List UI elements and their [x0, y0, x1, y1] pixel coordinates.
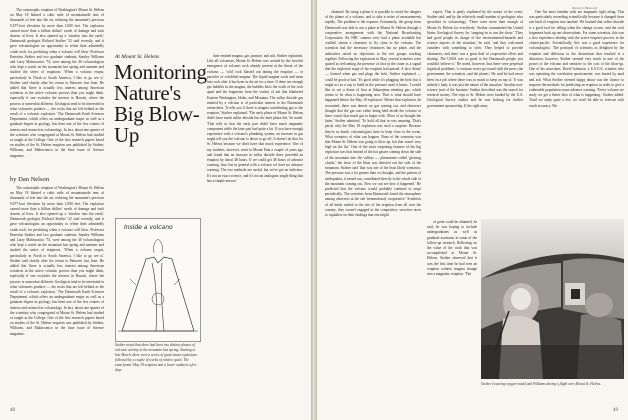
left-page: [0, 0, 311, 420]
right-column-3: [529, 10, 624, 214]
right-page: [317, 0, 628, 420]
right-column-1: [325, 10, 421, 402]
body-text: The catastrophic eruption of Washington's Mount St. Helens on May 18 blasted a cubic mile of mountainside tens of thousands of feet into the air, reducing the mountain's previous 9,677-foot elevation by more than 1,000 feet. The explosion caused more than a billion dollars' worth of damage and took dozens of lives. It also opened up a 'window into the earth,' Dartmouth geologist Richard Stoiber '32 said recently, and it gave volcanologists an opportunity to refine their admittedly crude tools for predicting when a volcano will blow. Professor Emeritus Stoiber and two graduate students, Stanley Williams and Larry Malinconico '74, were among the 40 volcanologists who kept a watch on the mountain last spring and summer and studied the series of eruptions. 'When a volcano erupts, particularly in North or South America, I like to go see it,' Stoiber said shortly after his return to Hanover last June. He added that 'there is actually less interest among American scientists in the active volcanic process than you might think, especially if one excludes the interest in Hawaii, where the process is somewhat different. Geologists tend to be interested in what volcanoes produce — the rocks that are left behind as the result of a volcanic explosion.' The Dartmouth Earth Sciences Department, which offers an undergraduate major as well as a graduate degree in geology, has been one of the few centers of interest and research in volcanology. In fact, about one quarter of the scientists who congregated at Mount St. Helens had studied or taught at the College. One of the first research papers based on studies of the St. Helens eruption was published by Stoiber, Williams, and Malinconico in the June issue of Science magazine.: [10, 186, 104, 336]
body-text: obtained. By using a plane it is possible to avoid the dangers of the plume of a volcano, and to take a series of measurements rapidly. The problem is the expense. Fortunately, the group from Dartmouth was able to use a plane at Mount St. Helens through a cooperative arrangement with the National Broadcasting Corporation. An NBC camera crew had a plane available but couldn't obtain a clearance to fly close to the volcano. The scientists had the necessary clearances but no plane, and the authorities raised no objections to the two groups working together. Following the explosions in May, several scientists were quoted as welcoming the presence of lava in the crater as a signal that the explosive stage of the eruption had passed. A lava 'dome' — formed when gas and plugs the hole, Stoiber explained — could be good or bad. 'It's good while it's plugging the hole, but it might act as a cap to build in the pressure until it bursts. I would like to see a dome of lava at Sakurajima emitting gas, which seems to be what is happening now. That is what should have happened before the May 18 explosion.' Before that explosion, he recounted, there was almost no gas coming out, and observers thought that the gas was either being held inside the volcano or there wasn't that much gas to begin with. 'Most of us thought the latter,' Stoiber admitted. 'To hold all that in was amazing. That's partly why the May 18 explosion was such a surprise. Because they're so dumb, volcanologists have to keep close to the scene. What scenarios of what can happen. None of the scenarios was that Mount St. Helens was going to blow up, but that wasn't very high on the list.' One of the most surprising features of the big explosion was that instead of the hot gasses coming down the side of the mountain into the valleys — phenomena called 'glowing clouds,' the force of the blast was directed out the side of the mountain. Stoiber said 'that was one of the least likely scenarios. The pressure was a lot greater than we thought, and the pattern of earthquakes, it turned out, contributed directly to the whole side of the mountain coming out. Now we can see how it happened.' He predicted that the volcano would probably continue to erupt periodically. The scientists from Dartmouth found the atmosphere among observers at the site 'tremendously cooperative.' Scientists of all kinds rushed to the site of the eruption from all over the country, they weren't engaged in the competitive, secretive races to capitalize on their findings that one might: [325, 10, 421, 217]
cockpit-photo-image: [481, 219, 624, 379]
page-number-left: 48: [10, 408, 15, 413]
kicker: At Mount St. Helens: [115, 54, 160, 60]
body-text: One I'm most familiar with are magmatic tight along. This was particularly rewarding scientifically because it changed from one kind of eruption into another. We learned that sulfur dioxide is a good tool for telling when the change occurs, and the rock fragments back up our observations. For some scientists, this was a first experience dealing with the active eruptive process in the citizen-pacific. Scientifically, this was a good experience for volcanologists.' The portrayal of scientists as delighted by the eruption and oblivious to the destruction that resulted is a distortion, however. Stoiber seemed very much in awe of the power of the volcano and sensitive to the cost of the blow-up. One of his associates, David Johnston, a U.S.G.S. scientist who was operating the correlation spectrometer, was buried by mud and ash. What Stoiber seemed happy about was the chance to improve the methods for predicting an eruption in order to give a vulnerable population some advance warning. 'Every volcano we study we get a better idea of what is happening,' Stoiber added. 'Until we study quite a few, we won't be able to forecast with much accuracy. We: [529, 10, 624, 108]
body-text: later emitted magma, gas, pumice, and ash, Stoiber explained. Like all volcanoes, Mount St. Helens was created by the forceful emergence of volcanic rock already present at the throat of the volcano — 'cold' rock blasted out during the eruption — or particles of solidified magma. The liquid magma cools and turns into rock after it has been in the air for a time. If there are enough gas bubbles in the magma, the bubbles blow the walls of the rock apart and the fragments form the variety of ash that blanketed Eastern Washington, Idaho, and Montana. The sulfur dioxide gas emitted by a volcano is of particular interest to the Dartmouth researchers. 'It tells you if there is magma contributing gas to the eruption,' Stoiber explained. 'The early phase of Mount St. Helens didn't have much sulfur dioxide but the later phase did,' he noted. 'That tells us that the early part didn't have much magmatic component while the later part had quite a bit. If you have enough experience with a volcano's plumbing system, an increase in gas might tell you the volcano is about to go off. It doesn't do that for St. Helens because we don't have that much experience. One of my students, however, went to Mount Etna a couple of years ago and found that an increase in sulfur dioxide there preceded an eruption by about 48 hours. If we could get 48 hours of advance warning, fine, but in general with a volcano we have no advance warning. The two methods are useful, but we've got no indicator. It's not an exact science, and it's not an analogous single thing that has a simple answer.': [207, 54, 303, 183]
right-column-2: [427, 10, 523, 214]
page-number-right: 49: [613, 408, 618, 413]
headline-line-1: Monitoring: [114, 60, 207, 84]
cockpit-photo: [481, 219, 624, 379]
right-column-2-lower: [427, 220, 477, 402]
volcano-drawing: [116, 219, 200, 341]
body-text: of great could be obtained, he said, he was hoping to include undergraduates as well as graduate assistants in some of the follow-up research. Reflecting on the value of the work that was accomplished at Mount St. Helens, Stoiber observed that it was the first time he had seen an eruption witness magma change into a magmatic eruption. 'The: [427, 220, 477, 277]
headline-line-2: Nature's: [114, 81, 181, 105]
body-text: The catastrophic eruption of Washington's Mount St. Helens on May 18 blasted a cubic mile of mountainside tens of thousands of feet into the air, reducing the mountain's previous 9,677-foot elevation by more than 1,000 feet. The explosion caused more than a billion dollars' worth of damage and took dozens of lives. It also opened up a 'window into the earth,' Dartmouth geologist Richard Stoiber '32 said recently, and it gave volcanologists an opportunity to refine their admittedly crude tools for predicting when a volcano will blow. Professor Emeritus Stoiber and two graduate students, Stanley Williams and Larry Malinconico '74, were among the 40 volcanologists who kept a watch on the mountain last spring and summer and studied the series of eruptions. 'When a volcano erupts, particularly in North or South America, I like to go see it,' Stoiber said shortly after his return to Hanover last June. He added that 'there is actually less interest among American scientists in the active volcanic process than you might think, especially if one excludes the interest in Hawaii, where the process is somewhat different. Geologists tend to be interested in what volcanoes produce — the rocks that are left behind as the result of a volcanic explosion.' The Dartmouth Earth Sciences Department, which offers an undergraduate major as well as a graduate degree in geology, has been one of the few centers of interest and research in volcanology. In fact, about one quarter of the scientists who congregated at Mount St. Helens had studied or taught at the College. One of the first research papers based on studies of the St. Helens eruption was published by Stoiber, Williams, and Malinconico in the June issue of Science magazine.: [10, 8, 104, 158]
left-column-1-upper: [10, 8, 104, 171]
left-column-3: [207, 54, 303, 402]
cartoon-label: Inside a volcano: [124, 224, 173, 231]
volcano-cartoon: [115, 218, 201, 342]
photo-caption: Stoiber (wearing oxygen mask) and Williams during a flight over Mount St. Helens.: [481, 382, 602, 386]
running-head: Nature's Blow-Up: [572, 6, 598, 10]
cartoon-caption: Stoiber noted that there had been two distinct phases of volcanic activity at the mountain last spring. Starting in late March, there were a series of giant steam explosions followed by a couple of weeks of relative quiet. The cataclysmic May 18 eruption and a lesser outburst a few days: [115, 343, 197, 372]
byline: by Dan Nelson: [10, 176, 49, 183]
headline: [114, 62, 209, 146]
left-column-1-lower: [10, 186, 104, 402]
headline-line-3: Big Blow-Up: [114, 102, 200, 147]
body-text: expect. That is partly explained by the nature of the event, Stoiber said, and by the relatively small number of geologists who specialize in volcanology. 'There were more than enough of Mount St. Helens for everybody.' Stoiber commended the United States Geological Survey for 'stepping in to run the show.' 'They had good people in charge of the environmental-hazards and science aspects of the situation,' he said, 'and they welcomed outsiders with something to offer. They helped to provide clearances, and there was a great deal of cooperative effort and sharing. The USGS was so good to the Dartmouth people you wouldn't believe it.' He noted, however, that there were perpetual logistical problems, 'a constant worry-go-round with the press, the government, the scientists, and the planes.' He said he had never been on a job where there was so much to keep on top of. 'It was nobody's fault, it was just the nature of the situation.' Another non-science 'part of the business' Stoiber described was the search for research money. The trips to St. Helens were funded by the U.S. Geological Survey studies and he was looking for further government sponsorship. If the right army: [427, 10, 523, 108]
